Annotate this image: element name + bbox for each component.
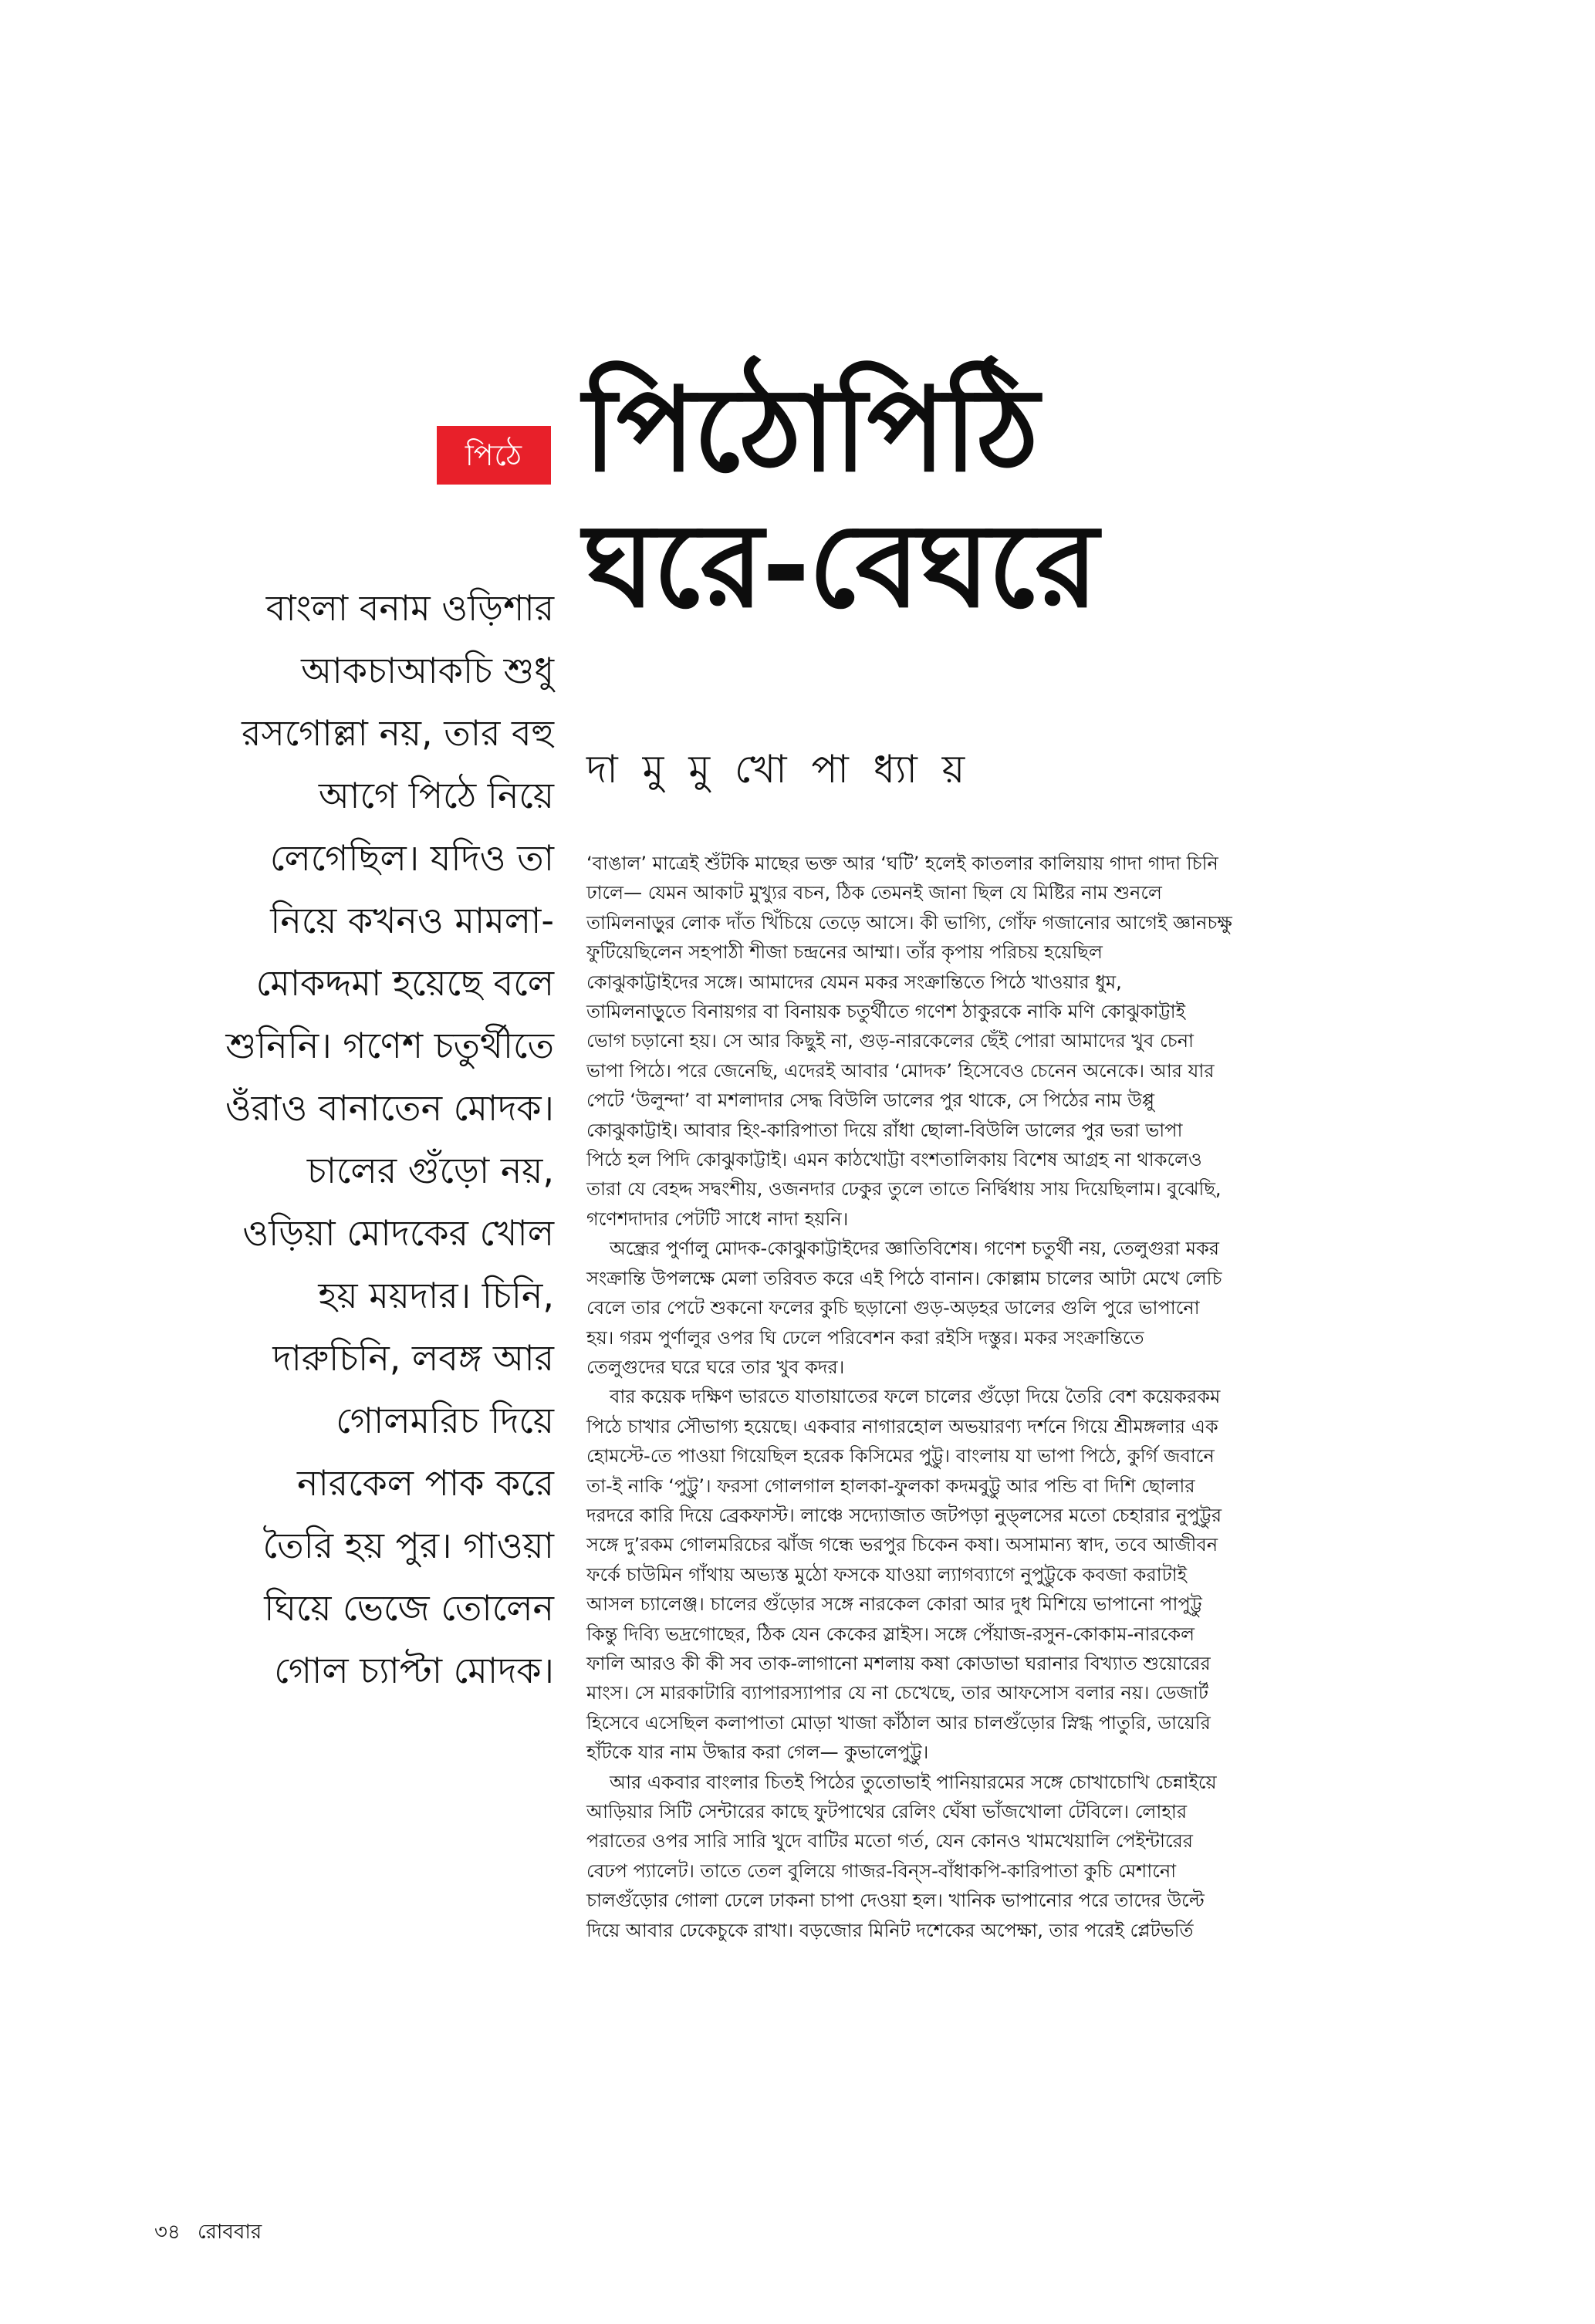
body-line: পরাতের ওপর সারি সারি খুদে বাটির মতো গর্ত, যেন কোনও খামখেয়ালি পেইন্টারের: [586, 1830, 1193, 1853]
body-line: তামিলনাড়ুর লোক দাঁত খিঁচিয়ে তেড়ে আসে। কী ভাগ্যি, গোঁফ গজানোর আগেই জ্ঞানচক্ষু: [586, 911, 1232, 934]
pull-quote-line: আকচাআকচি শুধু: [301, 650, 554, 691]
pull-quote-line: বাংলা বনাম ওড়িশার: [265, 587, 554, 629]
body-line: কোঝুকাট্টাই। আবার হিং-কারিপাতা দিয়ে রাঁধা ছোলা-বিউলি ডালের পুর ভরা ভাপা: [586, 1119, 1183, 1141]
pull-quote-line: গোল চ্যাপ্টা মোদক।: [274, 1650, 554, 1691]
pull-quote-line: নিয়ে কখনও মামলা-: [270, 900, 554, 941]
body-line: হাঁটকে যার নাম উদ্ধার করা গেল— কুভালেপুট্টু।: [586, 1741, 929, 1764]
page-number: ৩৪: [154, 2221, 181, 2244]
pull-quote-line: হয় ময়দার। চিনি,: [318, 1275, 554, 1316]
body-line: তা-ই নাকি ‘পুট্টু’। ফরসা গোলগাল হালকা-ফুলকা কদমবুট্টু আর পন্ডি বা দিশি ছোলার: [586, 1474, 1195, 1497]
body-line: ‘বাঙাল’ মাত্রেই শুঁটকি মাছের ভক্ত আর ‘ঘটি’ হলেই কাতলার কালিয়ায় গাদা গাদা চিনি: [586, 853, 1218, 874]
body-line: মাংস। সে মারকাটারি ব্যাপারস্যাপার যে না চেখেছে, তার আফসোস বলার নয়। ডেজার্ট: [586, 1682, 1208, 1704]
body-line: বার কয়েক দক্ষিণ ভারতে যাতায়াতের ফলে চালের গুঁড়ো দিয়ে তৈরি বেশ কয়েকরকম: [610, 1386, 1221, 1408]
body-line: আর একবার বাংলার চিতই পিঠের তুতোভাই পানিয়ারমের সঙ্গে চোখাচোখি চেন্নাইয়ে: [610, 1771, 1217, 1793]
body-line: ফালি আরও কী কী সব তাক-লাগানো মশলায় কষা কোডাভা ঘরানার বিখ্যাত শুয়োরের: [586, 1652, 1211, 1674]
pull-quote-line: গোলমরিচ দিয়ে: [336, 1400, 554, 1441]
pull-quote-line: চালের গুঁড়ো নয়,: [306, 1150, 554, 1191]
body-line: পিঠে হল পিদি কোঝুকাট্টাই। এমন কাঠখোট্টা বংশতালিকায় বিশেষ আগ্রহ না থাকলেও: [586, 1149, 1202, 1171]
body-line: চালগুঁড়োর গোলা ঢেলে ঢাকনা চাপা দেওয়া হল। খানিক ভাপানোর পরে তাদের উল্টে: [586, 1890, 1205, 1912]
body-line: তারা যে বেহদ্দ সদ্বংশীয়, ওজনদার ঢেকুর তুলে তাতে নির্দ্বিধায় সায় দিয়েছিলাম। বুঝেছি,: [586, 1178, 1222, 1201]
body-line: পেটে ‘উলুন্দা’ বা মশলাদার সেদ্ধ বিউলি ডালের পুর থাকে, সে পিঠের নাম উপ্পু: [586, 1089, 1155, 1112]
pull-quote-line: ওড়িয়া মোদকের খোল: [242, 1212, 554, 1254]
pull-quote-line: লেগেছিল। যদিও তা: [269, 837, 554, 879]
byline: দা মু মু খো পা ধ্যা য়: [586, 747, 972, 792]
body-line: ফুটিয়েছিলেন সহপাঠী শীজা চন্দ্রনের আম্মা। তাঁর কৃপায় পরিচয় হয়েছিল: [586, 941, 1103, 964]
body-line: হিসেবে এসেছিল কলাপাতা মোড়া খাজা কাঁঠাল আর চালগুঁড়োর স্নিগ্ধ পাতুরি, ডায়েরি: [586, 1711, 1211, 1734]
pull-quote-line: মোকদ্দমা হয়েছে বলে: [255, 962, 554, 1004]
body-line: দরদরে কারি দিয়ে ব্রেকফাস্ট। লাঞ্চে সদ্যোজাত জটপড়া নুড্‌লসের মতো চেহারার নুপুট্টুর: [586, 1504, 1222, 1526]
body-line: তেলুগুদের ঘরে ঘরে তার খুব কদর।: [586, 1356, 845, 1378]
body-line: ভাপা পিঠে। পরে জেনেছি, এদেরই আবার ‘মোদক’ হিসেবেও চেনেন অনেকে। আর যার: [586, 1059, 1215, 1082]
body-line: আসল চ্যালেঞ্জ। চালের গুঁড়োর সঙ্গে নারকেল কোরা আর দুধ মিশিয়ে ভাপানো পাপুট্টু: [586, 1593, 1202, 1616]
pull-quote-line: আগে পিঠে নিয়ে: [318, 775, 554, 816]
body-line: তামিলনাড়ুতে বিনায়গর বা বিনায়ক চতুর্থীতে গণেশ ঠাকুরকে নাকি মণি কোঝুকাট্টাই: [586, 1001, 1186, 1023]
body-line: ভোগ চড়ানো হয়। সে আর কিছুই না, গুড়-নারকেলের ছেঁই পোরা আমাদের খুব চেনা: [586, 1030, 1195, 1052]
body-line: বেলে তার পেটে শুকনো ফলের কুচি ছড়ানো গুড়-অড়হর ডালের গুলি পুরে ভাপানো: [586, 1297, 1200, 1319]
publication-name: রোববার: [198, 2221, 262, 2244]
body-line: গণেশদাদার পেটটি সাধে নাদা হয়নি।: [586, 1208, 849, 1230]
section-tag: পিঠে: [437, 426, 551, 485]
body-line: কোঝুকাট্টাইদের সঙ্গে। আমাদের যেমন মকর সংক্রান্তিতে পিঠে খাওয়ার ধুম,: [586, 971, 1122, 993]
body-line: সঙ্গে দু’রকম গোলমরিচের ঝাঁজ গন্ধে ভরপুর চিকেন কষা। অসামান্য স্বাদ, তবে আজীবন: [586, 1534, 1218, 1556]
headline-line: পিঠোপিঠি: [583, 363, 1038, 498]
body-line: বেঢপ প্যালেট। তাতে তেল বুলিয়ে গাজর-বিন্‌স-বাঁধাকপি-কারিপাতা কুচি মেশানো: [586, 1860, 1177, 1882]
pull-quote-line: রসগোল্লা নয়, তার বহু: [242, 712, 554, 754]
pull-quote-line: ঘিয়ে ভেজে তোলেন: [264, 1587, 554, 1629]
body-line: হয়। গরম পুর্ণালুর ওপর ঘি ঢেলে পরিবেশন করা রইসি দস্তুর। মকর সংক্রান্তিতে: [586, 1326, 1144, 1349]
pull-quote-line: ওঁরাও বানাতেন মোদক।: [225, 1087, 554, 1129]
article-body: [586, 849, 1435, 1945]
body-line: দিয়ে আবার ঢেকেচুকে রাখা। বড়জোর মিনিট দশেকের অপেক্ষা, তার পরেই প্লেটভর্তি: [586, 1919, 1194, 1941]
pull-quote-line: তৈরি হয় পুর। গাওয়া: [262, 1525, 554, 1566]
headline: [583, 363, 1509, 634]
body-line: সংক্রান্তি উপলক্ষে মেলা তরিবত করে এই পিঠে বানান। কোল্লাম চালের আটা মেখে লেচি: [586, 1267, 1222, 1289]
headline-line: ঘরে-বেঘরে: [583, 499, 1097, 633]
pull-quote-line: শুনিনি। গণেশ চতুর্থীতে: [225, 1025, 554, 1066]
body-line: পিঠে চাখার সৌভাগ্য হয়েছে। একবার নাগারহোল অভয়ারণ্য দর্শনে গিয়ে শ্রীমঙ্গলার এক: [586, 1415, 1218, 1437]
body-line: ফর্কে চাউমিন গাঁথায় অভ্যস্ত মুঠো ফসকে যাওয়া ল্যাগব্যাগে নুপুট্টুকে কবজা করাটাই: [586, 1563, 1188, 1586]
body-line: হোমস্টে-তে পাওয়া গিয়েছিল হরেক কিসিমের পুট্টু। বাংলায় যা ভাপা পিঠে, কুর্গি জবানে: [586, 1445, 1215, 1468]
body-line: কিন্তু দিব্যি ভদ্রগোছের, ঠিক যেন কেকের স্লাইস। সঙ্গে পেঁয়াজ-রসুন-কোকাম-নারকেল: [586, 1623, 1195, 1645]
body-line: ঢালে— যেমন আকাট মুখ্যুর বচন, ঠিক তেমনই জানা ছিল যে মিষ্টির নাম শুনলে: [586, 882, 1162, 904]
folio: [154, 2216, 262, 2250]
pull-quote-line: নারকেল পাক করে: [296, 1462, 554, 1504]
body-line: অন্ধ্রের পুর্ণালু মোদক-কোঝুকাট্টাইদের জ্ঞাতিবিশেষ। গণেশ চতুর্থী নয়, তেলুগুরা মকর: [610, 1238, 1219, 1260]
pull-quote: [154, 577, 554, 1702]
body-line: আড়িয়ার সিটি সেন্টারের কাছে ফুটপাথের রেলিং ঘেঁষা ভাঁজখোলা টেবিলে। লোহার: [586, 1801, 1188, 1822]
pull-quote-line: দারুচিনি, লবঙ্গ আর: [272, 1337, 554, 1379]
